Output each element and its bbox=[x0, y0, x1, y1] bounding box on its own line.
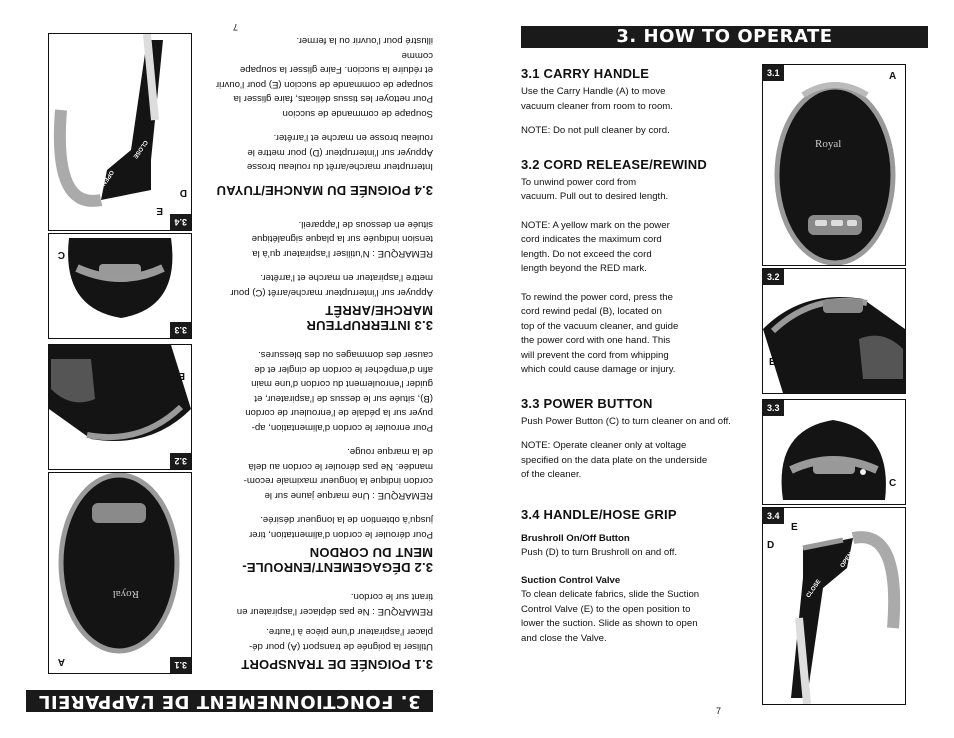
power-button-note: NOTE: Operate cleaner only at voltage specified on the data plate on the underside of the cleaner. bbox=[521, 440, 708, 480]
callout-e: E bbox=[156, 205, 163, 216]
cord-release-note: NOTE: A yellow mark on the power cord indicates the maximum cord length. Do not exceed the cord length beyond the RED mark. bbox=[521, 219, 670, 274]
brushroll-subtitle: Brushroll On/Off Button bbox=[521, 532, 630, 544]
english-text-column bbox=[521, 66, 743, 646]
brushroll-body: Push (D) to turn Brushroll on and off. bbox=[521, 546, 678, 558]
cord-rewind-body: Pour enrouler le cordon d’alimentation, ap- puyer sur la pédale de l’enrouleur de cordon (B), située sur le dessus de l’aspirateur, et guider l’enroulement du cordon d’une main afin d’empêcher le cordon de cingler et de causer des dommages ou des blessures. bbox=[245, 349, 433, 433]
callout-e: E bbox=[791, 522, 798, 533]
hose-grip-illustration bbox=[763, 508, 905, 704]
callout-b: B bbox=[177, 370, 185, 381]
figure-3-2 bbox=[762, 268, 906, 394]
figure-3-1 bbox=[762, 64, 906, 266]
power-button-body: Push Power Button (C) to turn cleaner on and off. bbox=[521, 415, 731, 427]
figure-3-4 bbox=[48, 33, 192, 231]
french-text-column bbox=[211, 33, 433, 672]
carry-handle-body: Use the Carry Handle (A) to move vacuum cleaner from room to room. bbox=[521, 86, 673, 112]
vacuum-top-illustration bbox=[763, 65, 905, 265]
handle-grip-title: 3.4 HANDLE/HOSE GRIP bbox=[521, 506, 677, 522]
cord-release-note: REMARQUE : Une marque jaune sur le cordon indique la longueur maximale recom- mandée. Ne pas dérouler le cordon au delà de la marque rouge. bbox=[243, 446, 433, 501]
carry-handle-title: 3.1 CARRY HANDLE bbox=[521, 66, 650, 81]
power-button-body: Appuyer sur l’interrupteur marche/arrêt (C) pour mettre l’aspirateur en marche et l’arrêter. bbox=[230, 272, 433, 298]
power-button-title: 3.3 INTERRUPTEUR MARCHE/ARRÊT bbox=[306, 303, 433, 333]
brushroll-subtitle: Interrupteur marche/arrêt du rouleau brosse bbox=[246, 161, 433, 173]
figure-3-2 bbox=[48, 344, 192, 470]
open-label: OPEN bbox=[99, 168, 115, 187]
callout-a: A bbox=[889, 71, 897, 82]
callout-d: D bbox=[179, 187, 187, 198]
page-number: 7 bbox=[232, 22, 238, 32]
figure-3-4 bbox=[762, 507, 906, 705]
section-header: 3. HOW TO OPERATE bbox=[521, 26, 928, 48]
brushroll-body: Appuyer sur l’interrupteur (D) pour mettre le rouleau brosse en marche et l’arrêter. bbox=[247, 132, 433, 158]
figure-3-1 bbox=[48, 472, 192, 674]
cord-rewind-illustration bbox=[763, 269, 905, 393]
callout-b: B bbox=[769, 357, 777, 368]
suction-subtitle: Suction Control Valve bbox=[521, 575, 621, 586]
figure-label: 3.1 bbox=[763, 65, 784, 81]
figure-label: 3.1 bbox=[170, 657, 191, 673]
suction-body: Pour nettoyer les tissus délicats, faire glisser la soupape de commande de succion (E) pour l’ouvrir et réduire la succion. Faire glisser la soupape comme illustré pour l’ouvrir ou la fermer. bbox=[215, 35, 433, 105]
figure-3-3 bbox=[762, 399, 906, 505]
callout-c: C bbox=[57, 249, 65, 260]
cord-rewind-body: To rewind the power cord, press the cord rewind pedal (B), located on top of the vacuum cleaner, and guide the power cord with one hand. This will prevent the cord from whipping which could cause damage or injury. bbox=[521, 291, 679, 375]
power-button-illustration bbox=[763, 400, 905, 504]
cord-rewind-illustration bbox=[49, 345, 191, 469]
callout-a: A bbox=[57, 656, 65, 667]
brand-logo: Royal bbox=[815, 138, 842, 150]
cord-release-title: 3.2 DÉGAGEMENT/ENROULE- MENT DU CORDON bbox=[242, 545, 433, 575]
open-label: OPEN bbox=[839, 551, 855, 570]
power-button-title: 3.3 POWER BUTTON bbox=[521, 395, 653, 411]
callout-c: C bbox=[889, 478, 897, 489]
english-page bbox=[477, 0, 954, 738]
figure-label: 3.3 bbox=[763, 400, 784, 416]
hose-grip-illustration bbox=[49, 34, 191, 230]
cord-release-body: To unwind power cord from vacuum. Pull out to desired length. bbox=[521, 176, 669, 202]
figure-label: 3.4 bbox=[763, 508, 784, 524]
callout-d: D bbox=[767, 540, 775, 551]
close-label: CLOSE bbox=[131, 138, 149, 160]
carry-handle-title: 3.1 POIGNÉE DE TRANSPORT bbox=[241, 657, 433, 672]
figure-label: 3.2 bbox=[763, 269, 784, 285]
carry-handle-note: NOTE: Do not pull cleaner by cord. bbox=[521, 125, 670, 136]
cord-release-body: Pour dérouler le cordon d’alimentation, tirer jusqu’à obtention de la longueur désirée. bbox=[249, 514, 433, 540]
page-number: 7 bbox=[716, 706, 722, 716]
power-button-note: REMARQUE : N’utiliser l’aspirateur qu’à la tension indiquée sur la plaque signalétique située en dessous de l’appareil. bbox=[251, 219, 433, 259]
vacuum-top-illustration bbox=[49, 473, 191, 673]
suction-body: To clean delicate fabrics, slide the Suction Control Valve (E) to the open position to lower the suction. Slide as shown to open and close the Valve. bbox=[521, 589, 700, 644]
cord-release-title: 3.2 CORD RELEASE/REWIND bbox=[521, 156, 707, 172]
handle-grip-title: 3.4 POIGNÉE DU MANCHE/TUYAU bbox=[216, 183, 433, 199]
carry-handle-note: REMARQUE : Ne pas déplacer l’aspirateur en tirant sur le cordon. bbox=[236, 591, 433, 617]
suction-subtitle: Soupape de commande de succion bbox=[282, 108, 433, 119]
carry-handle-body: Utiliser la poignée de transport (A) pour dé- placer l’aspirateur d’une pièce à l’autre. bbox=[249, 626, 433, 652]
close-label: CLOSE bbox=[805, 578, 823, 600]
figure-label: 3.4 bbox=[170, 214, 191, 230]
figure-label: 3.2 bbox=[170, 453, 191, 469]
figure-3-3 bbox=[48, 233, 192, 339]
section-header: 3. FONCTIONNEMENT DE L’APPAREIL bbox=[26, 690, 433, 712]
brand-logo: Royal bbox=[112, 588, 139, 600]
figure-label: 3.3 bbox=[170, 322, 191, 338]
